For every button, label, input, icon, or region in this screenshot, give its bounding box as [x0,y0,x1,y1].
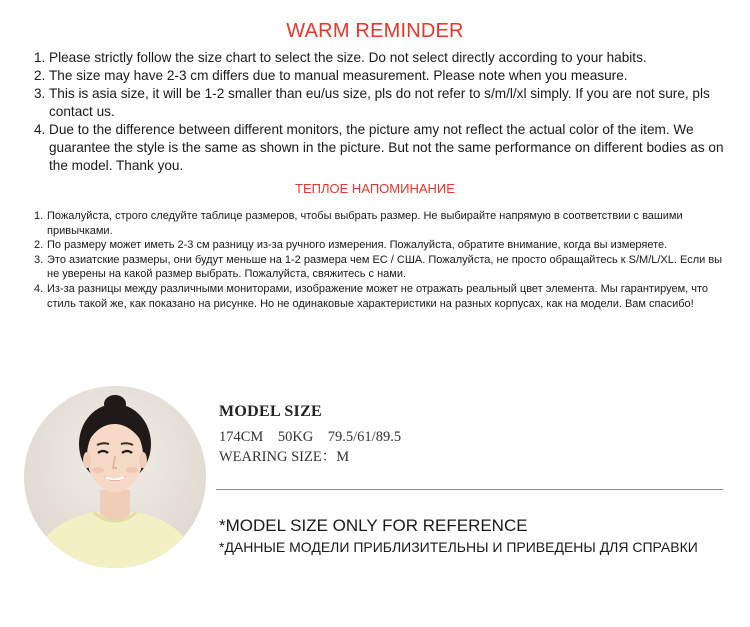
reference-note-russian: *ДАННЫЕ МОДЕЛИ ПРИБЛИЗИТЕЛЬНЫ И ПРИВЕДЕНЫ ДЛЯ СПРАВКИ [219,539,698,555]
english-reminder-list [34,49,724,175]
item-number: 1. [34,210,44,222]
list-item [34,282,734,311]
list-item [34,49,724,67]
model-size-title: MODEL SIZE [219,403,323,420]
model-portrait-illustration [24,386,206,568]
russian-reminder-title: ТЕПЛОЕ НАПОМИНАНИЕ [295,181,455,196]
item-text: Due to the difference between different monitors, the picture amy not reflect the actual color of the item. We guarantee the style is the same as shown in the picture. But not the same performance on different bodies as on the model. Thank you. [49,122,724,173]
list-item [34,121,724,175]
reference-note-english: *MODEL SIZE ONLY FOR REFERENCE [219,516,528,535]
item-number: 1. [34,50,46,65]
item-number: 2. [34,239,44,252]
item-number: 2. [34,68,46,83]
item-number: 3. [34,86,46,101]
item-text: This is asia size, it will be 1-2 smaller than eu/us size, pls do not refer to s/m/l/xl simply. If you are not sure, pls contact us. [49,86,710,119]
item-text: The size may have 2-3 cm differs due to manual measurement. Please note when you measure. [49,68,628,83]
item-number: 4. [34,282,44,295]
list-item [34,253,734,282]
list-item [34,209,734,238]
warm-reminder-title: WARM REMINDER [286,20,464,42]
divider [216,489,723,490]
list-item [34,67,724,85]
russian-reminder-list [34,209,734,311]
model-size-info [219,403,401,467]
model-measurements: 174CM 50KG 79.5/61/89.5 [219,429,402,445]
item-text: Пожалуйста, строго следуйте таблице размеров, чтобы выбрать размер. Не выбирайте напрямую в соответствии с вашими привычками. [47,210,683,237]
model-photo [24,386,206,568]
item-text: Please strictly follow the size chart to select the size. Do not select directly according to your habits. [49,50,647,65]
wearing-size: WEARING SIZE：M [219,449,350,465]
item-text: Из-за разницы между различными мониторами, изображение может не отражать реальный цвет элемента. Мы гарантируем, что стиль такой же, как показано на рисунке. Но не одинаковые характеристики на разных корпусах, как на модели. Вам спасибо! [47,282,709,310]
item-number: 4. [34,122,46,137]
item-text: Это азиатские размеры, они будут меньше на 1-2 размера чем ЕС / США. Пожалуйста, не просто обращайтесь к S/M/L/XL. Если вы не уверены на какой размер выбрать. Пожалуйста, свяжитесь с нами. [47,253,723,281]
item-number: 3. [34,253,44,266]
list-item [34,85,724,121]
list-item [34,238,734,253]
item-text: По размеру может иметь 2-3 см разницу из-за ручного измерения. Пожалуйста, обратите внимание, когда вы измеряете. [47,239,668,252]
